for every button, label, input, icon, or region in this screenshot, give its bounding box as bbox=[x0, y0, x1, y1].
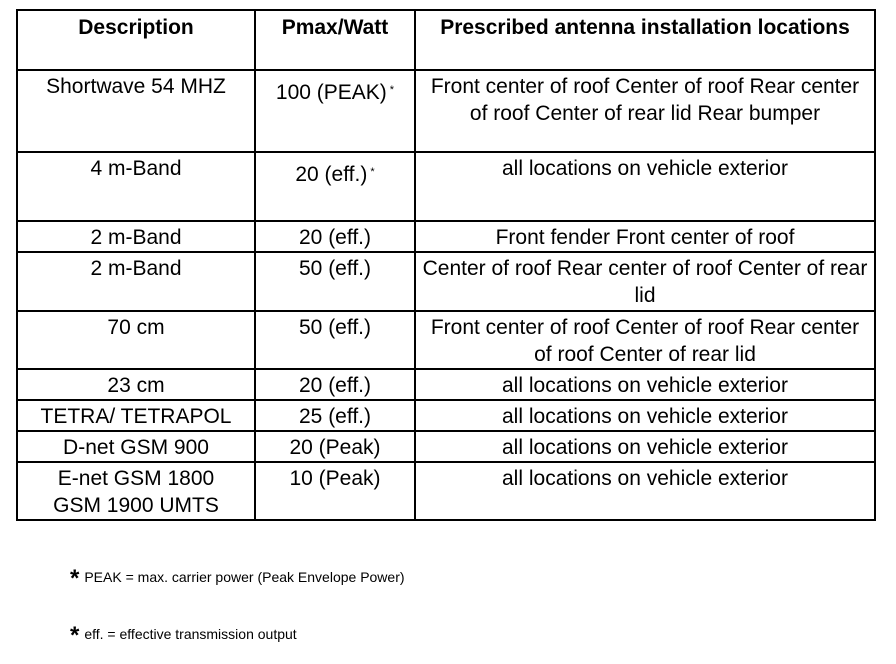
header-pmax: Pmax/Watt bbox=[255, 10, 415, 70]
cell-description: TETRA/ TETRAPOL bbox=[17, 400, 255, 431]
cell-description: Shortwave 54 MHZ bbox=[17, 70, 255, 152]
cell-pmax: 25 (eff.) bbox=[255, 400, 415, 431]
header-locations: Prescribed antenna installation locations bbox=[415, 10, 875, 70]
cell-description: 4 m-Band bbox=[17, 152, 255, 221]
footnote-mark: * bbox=[370, 166, 375, 178]
asterisk-mark: * bbox=[70, 622, 80, 649]
cell-pmax: 50 (eff.) bbox=[255, 311, 415, 369]
cell-pmax: 10 (Peak) bbox=[255, 462, 415, 520]
footnote-eff bbox=[70, 622, 297, 649]
table-header-row bbox=[17, 10, 875, 70]
cell-description: 23 cm bbox=[17, 369, 255, 400]
cell-pmax: 20 (eff.) bbox=[255, 221, 415, 252]
table-row bbox=[17, 152, 875, 221]
cell-description: 2 m-Band bbox=[17, 252, 255, 311]
asterisk-mark: * bbox=[70, 565, 80, 592]
table-row bbox=[17, 431, 875, 462]
cell-locations: all locations on vehicle exterior bbox=[415, 400, 875, 431]
cell-description: 70 cm bbox=[17, 311, 255, 369]
cell-pmax: 20 (Peak) bbox=[255, 431, 415, 462]
footnote-mark: * bbox=[389, 84, 395, 96]
cell-locations: all locations on vehicle exterior bbox=[415, 462, 875, 520]
cell-description: D-net GSM 900 bbox=[17, 431, 255, 462]
pmax-value: 20 (eff.) bbox=[295, 163, 368, 186]
pmax-value: 100 (PEAK) bbox=[275, 81, 387, 104]
cell-pmax bbox=[255, 152, 415, 221]
footnote-text: PEAK = max. carrier power (Peak Envelope Power) bbox=[84, 569, 405, 585]
header-description: Description bbox=[17, 10, 255, 70]
cell-locations: Front center of roof Center of roof Rear center of roof Center of rear lid bbox=[415, 311, 875, 369]
cell-pmax bbox=[255, 70, 415, 152]
cell-locations: all locations on vehicle exterior bbox=[415, 431, 875, 462]
cell-locations: Front fender Front center of roof bbox=[415, 221, 875, 252]
cell-description: 2 m-Band bbox=[17, 221, 255, 252]
cell-locations: Center of roof Rear center of roof Center of rear lid bbox=[415, 252, 875, 311]
footnote-text: eff. = effective transmission output bbox=[84, 626, 297, 642]
table-row bbox=[17, 369, 875, 400]
cell-locations: Front center of roof Center of roof Rear center of roof Center of rear lid Rear bumper bbox=[415, 70, 875, 152]
antenna-installation-table bbox=[16, 9, 876, 521]
table-row bbox=[17, 70, 875, 152]
table-row bbox=[17, 252, 875, 311]
footnote-peak bbox=[70, 565, 405, 592]
cell-description: E-net GSM 1800 GSM 1900 UMTS bbox=[17, 462, 255, 520]
cell-pmax: 50 (eff.) bbox=[255, 252, 415, 311]
table-row bbox=[17, 311, 875, 369]
cell-locations: all locations on vehicle exterior bbox=[415, 152, 875, 221]
cell-locations: all locations on vehicle exterior bbox=[415, 369, 875, 400]
table-row bbox=[17, 400, 875, 431]
cell-pmax: 20 (eff.) bbox=[255, 369, 415, 400]
table-row bbox=[17, 221, 875, 252]
table-row bbox=[17, 462, 875, 520]
